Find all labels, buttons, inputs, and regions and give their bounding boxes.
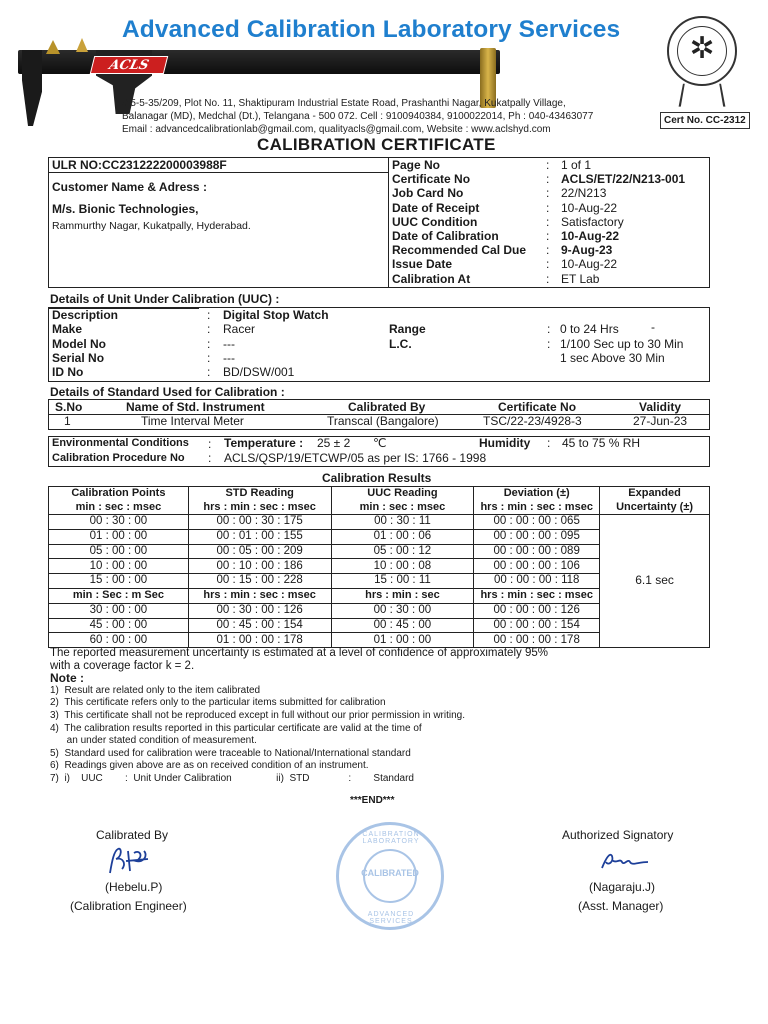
note-item: 4) The calibration results reported in this particular certificate are valid at the time of [50, 722, 422, 734]
std-header: Validity [639, 400, 682, 414]
colon: : [547, 436, 551, 450]
column-header [49, 487, 189, 515]
make-label: Make [52, 322, 83, 336]
serial-label: Serial No [52, 351, 105, 365]
authorized-signatory-title: Authorized Signatory [562, 828, 674, 842]
table-cell: 05 : 00 : 12 [331, 544, 474, 559]
range-label: Range [389, 322, 426, 336]
table-cell: 10 : 00 : 00 [49, 559, 189, 574]
std-cell: Transcal (Bangalore) [327, 414, 439, 428]
caliper-tip [46, 40, 60, 54]
address-line: Email : advancedcalibrationlab@gmail.com, qualityacls@gmail.com, Website : www.aclshyd.com [122, 124, 551, 135]
note-list [50, 685, 548, 786]
std-header: S.No [55, 400, 83, 414]
colon: : [546, 172, 550, 187]
note-item: an under stated condition of measurement. [50, 735, 257, 747]
divider [388, 158, 389, 287]
model-label: Model No [52, 337, 106, 351]
info-field-value: 10-Aug-22 [561, 200, 618, 215]
column-header-label: UUC Reading [367, 487, 438, 499]
colon: : [547, 322, 551, 336]
table-cell: 00 : 10 : 00 : 186 [188, 559, 331, 574]
star-icon: ✲ [689, 32, 715, 65]
table-cell: 05 : 00 : 00 [49, 544, 189, 559]
id-label: ID No [52, 365, 84, 379]
note-item: 1) Result are related only to the item calibrated [50, 684, 261, 696]
calibrator-name: (Hebelu.P) [105, 880, 163, 894]
range-value: 0 to 24 Hrs [560, 322, 619, 336]
note-item: 5) Standard used for calibration were traceable to National/International standard [50, 747, 411, 759]
column-header-unit: Uncertainty (±) [616, 500, 694, 513]
colon: : [546, 214, 550, 229]
table-cell: 00 : 00 : 00 : 126 [474, 603, 600, 618]
table-cell: 60 : 00 : 00 [49, 633, 189, 648]
description-value: Digital Stop Watch [223, 308, 329, 322]
info-section [48, 157, 710, 288]
info-field-value: 10-Aug-22 [561, 229, 620, 243]
table-cell: 00 : 00 : 00 : 089 [474, 544, 600, 559]
customer-address: Rammurthy Nagar, Kukatpally, Hyderabad. [52, 220, 251, 232]
standard-section [48, 399, 710, 430]
colon: : [546, 200, 550, 215]
lab-name: Advanced Calibration Laboratory Services [122, 16, 621, 43]
column-header-label: Expanded [628, 487, 681, 499]
procedure-value: ACLS/QSP/19/ETCWP/05 as per IS: 1766 - 1998 [224, 451, 487, 465]
make-value: Racer [223, 322, 256, 336]
temperature-label: Temperature : [224, 436, 304, 450]
seal-stand [679, 84, 726, 107]
table-cell: 00 : 30 : 00 [49, 515, 189, 530]
humidity-label: Humidity [479, 436, 531, 450]
info-field-value: 1 of 1 [561, 158, 592, 172]
table-cell: 00 : 00 : 00 : 065 [474, 515, 600, 530]
caliper-tip [76, 38, 88, 52]
info-field-value: ET Lab [561, 271, 600, 286]
colon: : [207, 337, 211, 351]
calibrated-by-title: Calibrated By [96, 828, 169, 842]
table-cell: 00 : 00 : 30 : 175 [188, 515, 331, 530]
info-field-label: Page No [392, 158, 441, 172]
column-header-unit: min : sec : msec [359, 500, 446, 513]
lc-value: 1/100 Sec up to 30 Min [560, 337, 684, 351]
ulr-number: ULR NO:CC231222200003988F [52, 158, 227, 172]
std-header: Calibrated By [348, 400, 426, 414]
info-field-value: Satisfactory [561, 214, 624, 229]
temperature-unit: ℃ [373, 436, 387, 450]
std-cell: Time Interval Meter [141, 414, 244, 428]
colon: : [546, 229, 550, 243]
colon: : [208, 451, 212, 465]
info-field-value: 10-Aug-22 [561, 257, 618, 272]
document-title: CALIBRATION CERTIFICATE [257, 135, 496, 154]
signatory-signature [598, 848, 652, 874]
range-mark: - [651, 320, 655, 334]
uncertainty-statement: The reported measurement uncertainty is estimated at a level of confidence of approximately 95% [50, 647, 548, 659]
colon: : [546, 186, 550, 201]
table-cell: 01 : 00 : 00 : 178 [188, 633, 331, 648]
info-field-value: 9-Aug-23 [561, 243, 613, 258]
acls-logo: ACLS [90, 56, 168, 74]
signatory-role: (Asst. Manager) [578, 899, 664, 913]
lab-address [122, 97, 593, 136]
table-cell: 00 : 00 : 00 : 095 [474, 529, 600, 544]
column-subheader: hrs : min : sec : msec [474, 588, 600, 603]
note-item: 2) This certificate refers only to the particular items submitted for calibration [50, 697, 386, 709]
table-cell: 30 : 00 : 00 [49, 603, 189, 618]
uuc-section [48, 307, 710, 382]
table-cell: 00 : 15 : 00 : 228 [188, 574, 331, 589]
end-marker: ***END*** [350, 795, 395, 806]
table-row [49, 515, 710, 530]
environment-section [48, 436, 710, 467]
results-title: Calibration Results [322, 471, 432, 485]
table-cell: 00 : 00 : 00 : 154 [474, 618, 600, 633]
column-header-unit: hrs : min : sec : msec [203, 500, 316, 513]
colon: : [207, 308, 211, 322]
colon: : [547, 337, 551, 351]
signatory-name: (Nagaraju.J) [589, 880, 656, 894]
note-heading: Note : [50, 671, 84, 686]
stamp-rim-text: ADVANCED SERVICES [367, 911, 415, 925]
id-value: BD/DSW/001 [223, 365, 295, 379]
std-cell: 27-Jun-23 [633, 414, 688, 428]
table-cell: 01 : 00 : 00 [331, 633, 474, 648]
info-field-label: Date of Calibration [392, 229, 499, 243]
info-field-label: Issue Date [392, 257, 453, 272]
table-cell: 15 : 00 : 00 [49, 574, 189, 589]
info-field-value: ACLS/ET/22/N213-001 [561, 172, 686, 187]
info-field-label: Date of Receipt [392, 200, 480, 215]
calibrator-role: (Calibration Engineer) [70, 899, 187, 913]
model-value: --- [223, 337, 235, 351]
table-cell: 00 : 00 : 00 : 178 [474, 633, 600, 648]
table-cell: 45 : 00 : 00 [49, 618, 189, 633]
calibrator-signature [104, 843, 154, 879]
table-cell: 00 : 30 : 00 : 126 [188, 603, 331, 618]
column-header [474, 487, 600, 515]
lab-stamp [336, 822, 444, 930]
table-cell: 01 : 00 : 00 [49, 529, 189, 544]
column-header-label: Calibration Points [71, 487, 166, 499]
note-item: 7) i) UUC : Unit Under Calibration ii) STD : Standard [50, 772, 414, 784]
colon: : [546, 243, 550, 258]
table-header-row [49, 487, 710, 515]
colon: : [546, 257, 550, 272]
column-header-unit: min : sec : msec [75, 500, 162, 513]
table-cell: 10 : 00 : 08 [331, 559, 474, 574]
column-subheader: hrs : min : sec : msec [188, 588, 331, 603]
stamp-rim-text: CALIBRATION LABORATORY [362, 831, 420, 845]
uuc-heading: Details of Unit Under Calibration (UUC) : [50, 292, 280, 306]
table-cell: 00 : 01 : 00 : 155 [188, 529, 331, 544]
accreditation-seal [663, 16, 741, 110]
description-label: Description [52, 308, 119, 322]
cert-no-badge: Cert No. CC-2312 [660, 112, 750, 129]
column-subheader: min : Sec : m Sec [49, 588, 189, 603]
divider [49, 172, 388, 173]
notes-section [50, 647, 548, 786]
address-line: # 5-5-35/209, Plot No. 11, Shaktipuram Industrial Estate Road, Prashanthi Nagar, Kukatpally Village, [122, 98, 566, 109]
humidity-value: 45 to 75 % RH [562, 436, 641, 450]
table-cell: 00 : 45 : 00 : 154 [188, 618, 331, 633]
column-header-label: Deviation (±) [503, 487, 570, 499]
colon: : [207, 351, 211, 365]
std-cell: TSC/22-23/4928-3 [483, 414, 582, 428]
column-header [188, 487, 331, 515]
procedure-label: Calibration Procedure No [52, 452, 185, 464]
lc-value: 1 sec Above 30 Min [560, 351, 665, 365]
serial-value: --- [223, 351, 235, 365]
colon: : [546, 158, 550, 172]
colon: : [208, 437, 212, 451]
stamp-center-text: CALIBRATED [361, 868, 419, 878]
table-cell: 00 : 30 : 00 [331, 603, 474, 618]
std-header: Certificate No [498, 400, 577, 414]
standard-heading: Details of Standard Used for Calibration : [50, 385, 285, 399]
results-table [48, 486, 710, 648]
uncertainty-cell: 6.1 sec [600, 515, 710, 648]
info-field-label: UUC Condition [392, 214, 478, 229]
address-line: Balanagar (MD), Medchal (Dt.), Telangana - 500 072. Cell : 9100940384, 9100022014, Ph : 040-43463077 [122, 111, 594, 122]
colon: : [207, 365, 211, 379]
table-cell: 00 : 05 : 00 : 209 [188, 544, 331, 559]
column-header [600, 487, 710, 515]
lc-label: L.C. [389, 337, 412, 351]
table-cell: 15 : 00 : 11 [331, 574, 474, 589]
column-header [331, 487, 474, 515]
info-field-label: Recommended Cal Due [392, 243, 527, 258]
table-cell: 00 : 45 : 00 [331, 618, 474, 633]
env-label: Environmental Conditions [52, 437, 189, 449]
column-subheader: hrs : min : sec [331, 588, 474, 603]
table-cell: 00 : 00 : 00 : 118 [474, 574, 600, 589]
caliper-jaw [22, 50, 42, 126]
column-header-label: STD Reading [225, 487, 294, 499]
column-header-unit: hrs : min : sec : msec [480, 500, 593, 513]
customer-label: Customer Name & Adress : [52, 180, 207, 194]
table-cell: 01 : 00 : 06 [331, 529, 474, 544]
table-cell: 00 : 00 : 00 : 106 [474, 559, 600, 574]
std-cell: 1 [64, 414, 71, 428]
table-cell: 00 : 30 : 11 [331, 515, 474, 530]
note-item: 6) Readings given above are as on received condition of an instrument. [50, 760, 369, 772]
info-field-label: Job Card No [392, 186, 464, 201]
info-field-label: Certificate No [392, 172, 471, 187]
temperature-value: 25 ± 2 [317, 436, 351, 450]
info-field-value: 22/N213 [561, 186, 607, 201]
note-item: 3) This certificate shall not be reproduced except in full without our prior permission in writing. [50, 709, 466, 721]
colon: : [546, 271, 550, 286]
info-field-label: Calibration At [392, 271, 471, 286]
std-header: Name of Std. Instrument [126, 400, 265, 414]
colon: : [207, 322, 211, 336]
uncertainty-statement: with a coverage factor k = 2. [50, 659, 195, 672]
customer-name: M/s. Bionic Technologies, [52, 202, 199, 216]
